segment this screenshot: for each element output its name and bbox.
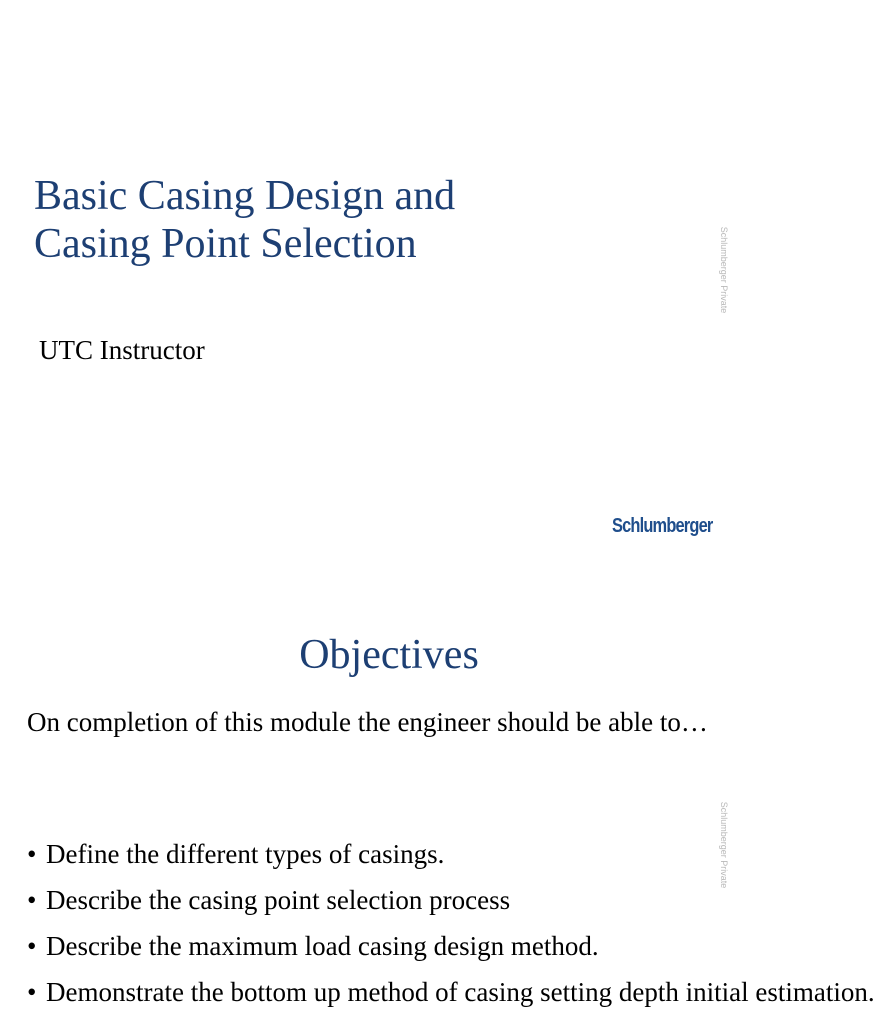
confidentiality-watermark: Schlumberger Private xyxy=(719,801,729,889)
objectives-title: Objectives xyxy=(299,632,479,678)
list-item xyxy=(27,973,875,1011)
list-item xyxy=(27,835,727,873)
objectives-intro: On completion of this module the engineer should be able to… xyxy=(27,707,708,737)
bullet-icon: • xyxy=(27,977,37,1007)
bullet-icon: • xyxy=(27,931,37,961)
slide-subtitle: UTC Instructor xyxy=(39,335,205,365)
objectives-slide xyxy=(0,576,875,1024)
list-item xyxy=(27,881,727,919)
confidentiality-watermark: Schlumberger Private xyxy=(719,226,729,314)
slide-title-line-2: Casing Point Selection xyxy=(34,221,417,267)
list-item xyxy=(27,927,727,965)
bullet-icon: • xyxy=(27,885,37,915)
slide-title xyxy=(34,172,455,268)
slide-title-line-1: Basic Casing Design and xyxy=(34,173,456,219)
list-item-text: Describe the maximum load casing design method. xyxy=(46,931,599,961)
list-item-text: Describe the casing point selection process xyxy=(46,885,511,915)
list-item-text: Demonstrate the bottom up method of casing setting depth initial estimation. xyxy=(46,977,875,1007)
schlumberger-logo: Schlumberger xyxy=(612,515,713,537)
bullet-icon: • xyxy=(27,839,37,869)
list-item-text: Define the different types of casings. xyxy=(46,839,445,869)
title-slide xyxy=(0,0,768,576)
